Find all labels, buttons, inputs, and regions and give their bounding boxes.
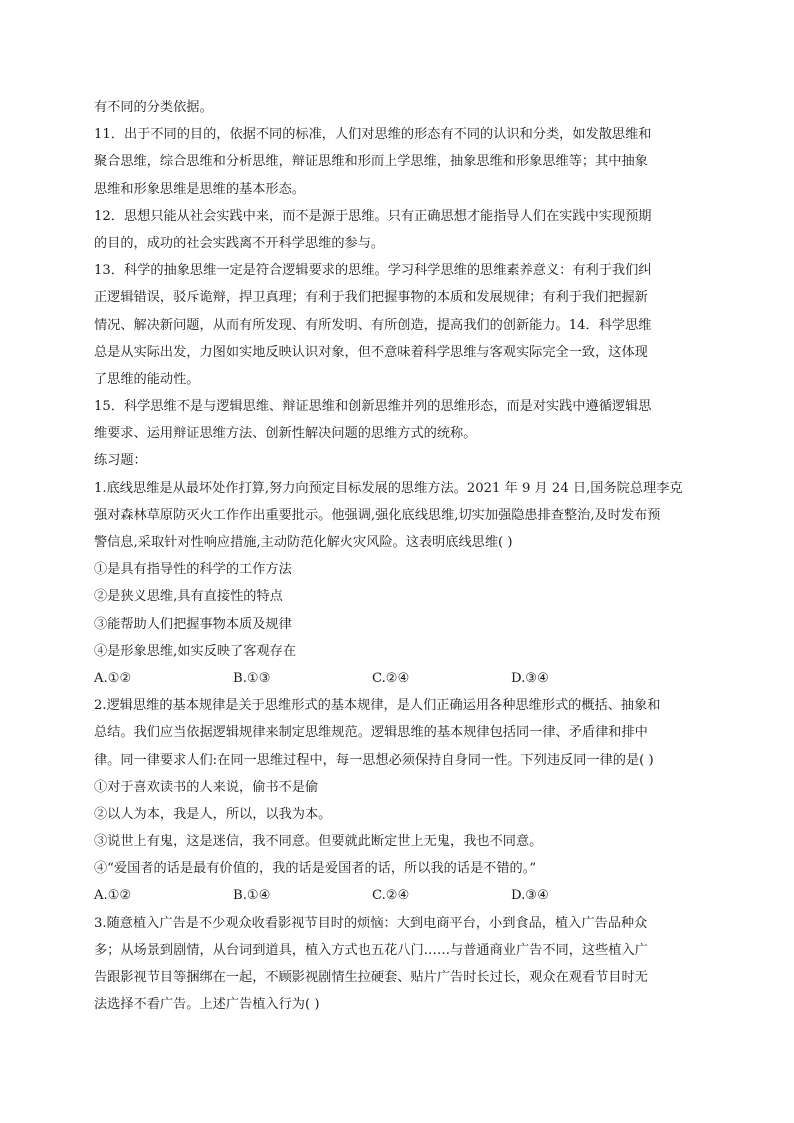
option-b: B.①④ [233, 888, 271, 904]
option-a: A.①② [94, 670, 132, 686]
question-1-statement: ①是具有指导性的科学的工作方法 [94, 562, 292, 578]
option-d: D.③④ [511, 888, 549, 904]
question-1-stem: 警信息,采取针对性响应措施,主动防范化解火灾风险。这表明底线思维( ) [94, 535, 513, 550]
question-2-stem: 2.逻辑思维的基本规律是关于思维形式的基本规律，是人们正确运用各种思维形式的概括、抽象和 [94, 698, 661, 714]
option-b: B.①③ [233, 670, 271, 686]
question-2-stem: 律。同一律要求人们:在同一思维过程中，每一思想必须保持自身同一性。下列违反同一律的是( ) [94, 752, 654, 768]
text-line: 有不同的分类依据。 [94, 100, 213, 115]
option-a: A.①② [94, 888, 132, 904]
question-1-statement: ③能帮助人们把握事物本质及规律 [94, 616, 292, 632]
text-line: 的目的，成功的社会实践离不开科学思维的参与。 [94, 235, 385, 251]
question-1-stem: 强对森林草原防灭火工作作出重要批示。他强调,强化底线思维,切实加强隐患排查整治,及时发布预 [94, 507, 661, 523]
question-2-statement: ②以人为本，我是人，所以，以我为本。 [94, 806, 332, 822]
question-3-stem: 告跟影视节目等捆绑在一起，不顾影视剧情生拉硬套、贴片广告时长过长，观众在观看节目时无 [94, 970, 648, 985]
text-line: 情况、解决新问题，从而有所发现、有所发明、有所创造，提高我们的创新能力。14．科学思维 [94, 317, 652, 333]
exercise-heading: 练习题： [94, 453, 147, 469]
option-c: C.②④ [372, 670, 410, 686]
question-1-statement: ④是形象思维,如实反映了客观存在 [94, 643, 297, 659]
question-3-stem: 3.随意植入广告是不少观众收看影视节目时的烦恼：大到电商平台，小到食品，植入广告品种众 [94, 915, 648, 931]
text-line: 思维和形象思维是思维的基本形态。 [94, 181, 305, 197]
text-line: 了思维的能动性。 [94, 371, 200, 387]
question-1-stem: 1.底线思维是从最坏处作打算,努力向预定目标发展的思维方法。2021 年 9 月 24 日,国务院总理李克 [94, 480, 683, 496]
question-2-options [94, 882, 698, 909]
question-1-statement: ②是狭义思维,具有直接性的特点 [94, 589, 283, 605]
question-2-stem: 总结。我们应当依据逻辑规律来制定思维规范。逻辑思维的基本规律包括同一律、矛盾律和排中 [94, 725, 648, 741]
text-line: 13．科学的抽象思维一定是符合逻辑要求的思维。学习科学思维的思维素养意义：有利于我们纠 [94, 263, 652, 279]
text-line: 12．思想只能从社会实践中来，而不是源于思维。只有正确思想才能指导人们在实践中实现预期 [94, 208, 652, 224]
text-line: 11．出于不同的目的，依据不同的标准，人们对思维的形态有不同的认识和分类，如发散思维和 [94, 127, 652, 143]
text-line: 维要求、运用辩证思维方法、创新性解决问题的思维方式的统称。 [94, 426, 477, 442]
question-3-stem: 法选择不看广告。上述广告植入行为( ) [94, 997, 320, 1013]
question-3-stem: 多；从场景到剧情，从台词到道具，植入方式也五花八门……与普通商业广告不同，这些植入广 [94, 942, 648, 958]
option-d: D.③④ [511, 670, 549, 686]
option-c: C.②④ [372, 888, 410, 904]
question-1-options [94, 665, 698, 692]
text-line: 15．科学思维不是与逻辑思维、辩证思维和创新思维并列的思维形态，而是对实践中遵循逻辑思 [94, 399, 652, 415]
text-line: 正逻辑错误，驳斥诡辩，捍卫真理；有利于我们把握事物的本质和发展规律；有利于我们把握新 [94, 290, 648, 306]
question-2-statement: ③说世上有鬼，这是迷信，我不同意。但要就此断定世上无鬼，我也不同意。 [94, 834, 543, 850]
text-line: 总是从实际出发，力图如实地反映认识对象，但不意味着科学思维与客观实际完全一致，这体现 [94, 344, 648, 360]
question-2-statement: ④“爱国者的话是最有价值的，我的话是爱国者的话，所以我的话是不错的。” [94, 861, 537, 877]
document-body [94, 94, 698, 1018]
question-2-statement: ①对于喜欢读书的人来说，偷书不是偷 [94, 779, 319, 795]
text-line: 聚合思维，综合思维和分析思维，辩证思维和形而上学思维，抽象思维和形象思维等；其中抽象 [94, 154, 648, 170]
